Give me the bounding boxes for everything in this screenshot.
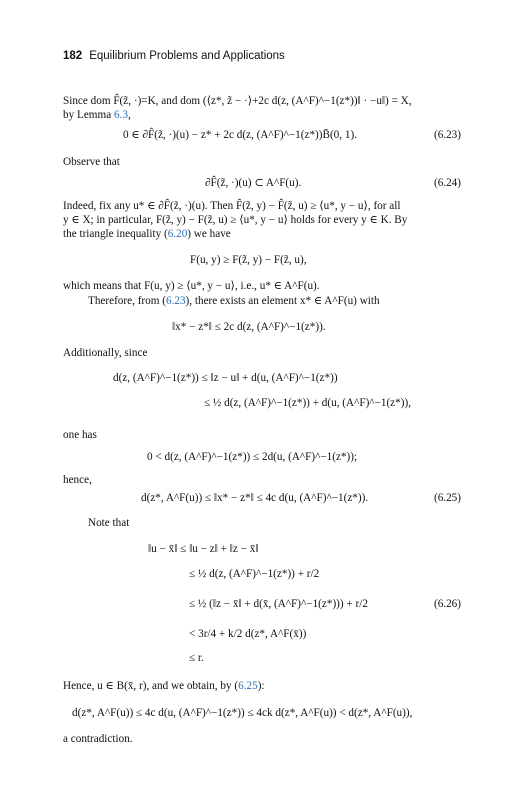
- text-line-13: [63, 680, 265, 693]
- equation-body: 0 < d(z, (A^F)^−1(z*)) ≤ 2d(u, (A^F)^−1(z*));: [147, 451, 358, 463]
- text-line-5: y ∈ X; in particular, F(z̃, y) − F(z̃, u) ≥ ⟨u*, y − u⟩ holds for every y ∈ K. By: [63, 214, 408, 226]
- text-span: ), there exists an element x* ∈ A^F(u) with: [185, 295, 380, 307]
- text-span: the triangle inequality (: [63, 228, 168, 240]
- running-header: [63, 50, 285, 62]
- text-line-6: [63, 228, 231, 241]
- equation-body: ∂F̂(z̃, ·)(u) ⊂ A^F(u).: [205, 177, 302, 189]
- equation-number: (6.26): [433, 598, 461, 610]
- text-span: by Lemma: [63, 109, 114, 121]
- equation-number: (6.25): [433, 492, 461, 504]
- text-line-9: Additionally, since: [63, 347, 148, 359]
- equation-body: d(z, (A^F)^−1(z*)) ≤ ‖z − u‖ + d(u, (A^F)^−1(z*)): [113, 372, 338, 384]
- text-line-10: one has: [63, 429, 97, 441]
- text-line-7: which means that F(u, y) ≥ ⟨u*, y − u⟩, i.e., u* ∈ A^F(u).: [63, 280, 320, 292]
- equation-body: < 3r/4 + k/2 d(z*, A^F(x̄)): [189, 628, 307, 640]
- text-span: Therefore, from (: [88, 295, 166, 307]
- equation-body: ≤ ½ d(z, (A^F)^−1(z*)) + r/2: [189, 568, 320, 580]
- text-line-2: [63, 109, 131, 122]
- equation-body: ‖u − x̄‖ ≤ ‖u − z‖ + ‖z − x̄‖: [148, 543, 259, 555]
- text-span: ,: [127, 109, 131, 121]
- equation-body: ≤ ½ (‖z − x̄‖ + d(x̄, (A^F)^−1(z*))) + r/2: [189, 598, 368, 610]
- equation-body: F(u, y) ≥ F(z̃, y) − F(z̃, u),: [190, 254, 307, 266]
- equation-body: 0 ∈ ∂F̂(z̃, ·)(u) − z* + 2c d(z, (A^F)^−1(z*))B̄(0, 1).: [123, 129, 357, 141]
- text-line-4: Indeed, fix any u* ∈ ∂F̂(z̃, ·)(u). Then F̂(z̃, y) − F̂(z̃, u) ≥ ⟨u*, y − u⟩, for all: [63, 200, 401, 212]
- text-span: ):: [257, 680, 265, 692]
- equation-number: (6.24): [433, 177, 461, 189]
- text-line-12: Note that: [88, 517, 130, 529]
- text-span: ) we have: [187, 228, 231, 240]
- equation-body: ≤ r.: [189, 652, 204, 664]
- equation-body: d(z*, A^F(u)) ≤ 4c d(u, (A^F)^−1(z*)) ≤ 4ck d(z*, A^F(u)) < d(z*, A^F(u)),: [72, 707, 413, 719]
- text-span: Hence, u ∈ B(x̄, r), and we obtain, by (: [63, 680, 239, 692]
- running-title: Equilibrium Problems and Applications: [89, 50, 285, 62]
- eq-link-6-23[interactable]: 6.23: [165, 295, 186, 307]
- equation-body: d(z*, A^F(u)) ≤ ‖x* − z*‖ ≤ 4c d(u, (A^F)^−1(z*)).: [141, 492, 369, 504]
- equation-body: ‖x* − z*‖ ≤ 2c d(z, (A^F)^−1(z*)).: [172, 321, 326, 333]
- page-number: 182: [63, 50, 83, 62]
- eq-link-6-25[interactable]: 6.25: [238, 680, 258, 692]
- text-line-1: Since dom F̂(z̃, ·)=K, and dom (⟨z*, z̃ − ·⟩+2c d(z, (A^F)^−1(z*))‖ · −u‖) = X,: [63, 95, 412, 107]
- lemma-link[interactable]: 6.3: [113, 109, 128, 121]
- text-line-11: hence,: [63, 474, 92, 486]
- eq-link-6-20[interactable]: 6.20: [167, 228, 188, 240]
- equation-body: ≤ ½ d(z, (A^F)^−1(z*)) + d(u, (A^F)^−1(z*)),: [204, 397, 411, 409]
- text-line-8: [88, 295, 380, 308]
- text-line-3: Observe that: [63, 156, 120, 168]
- text-line-14: a contradiction.: [63, 733, 133, 745]
- equation-number: (6.23): [433, 129, 461, 141]
